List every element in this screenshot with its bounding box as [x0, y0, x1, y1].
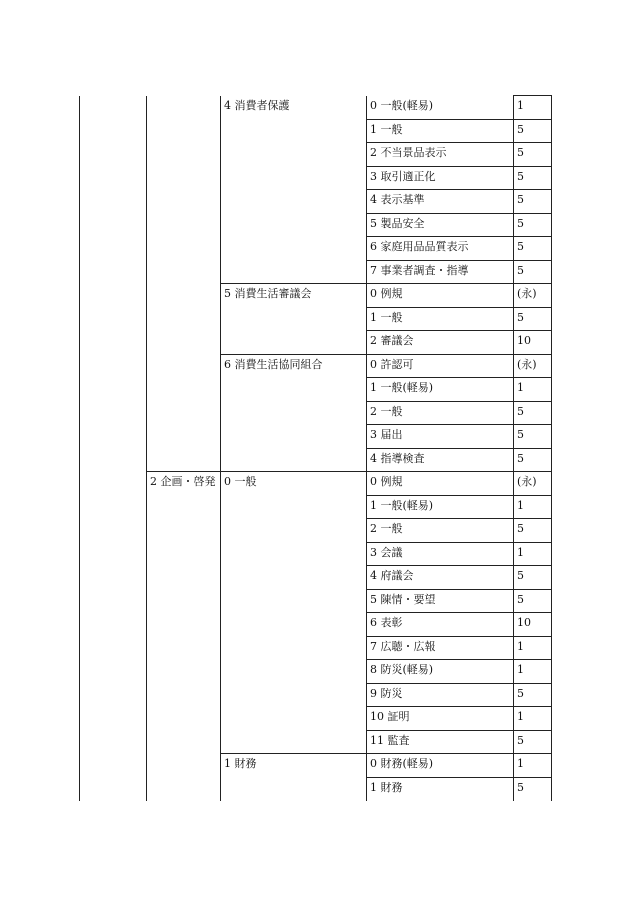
item-name: 取引適正化: [380, 169, 436, 183]
item-name: 府議会: [380, 569, 414, 582]
group-cell: [147, 754, 221, 778]
category-cell: [80, 284, 147, 308]
subgroup-cell: [221, 425, 367, 449]
group-cell: [147, 425, 221, 449]
category-cell: [80, 707, 147, 731]
item-name: 一般(軽易): [380, 381, 434, 394]
group-cell: [147, 542, 221, 566]
subgroup-cell: [221, 119, 367, 143]
item-cell: [367, 143, 514, 167]
group-cell: [147, 519, 221, 543]
category-cell: [80, 636, 147, 660]
item-cell: [367, 119, 514, 143]
retention-period-cell: 5: [514, 566, 552, 590]
group-cell: [147, 354, 221, 378]
item-name: 監査: [387, 733, 410, 747]
subgroup-cell: [221, 519, 367, 543]
item-name: 一般: [380, 122, 403, 136]
item-code: 4: [370, 193, 377, 206]
table-row: [80, 307, 552, 331]
subgroup-cell: [221, 190, 367, 214]
item-code: 0: [370, 475, 377, 488]
group-cell: [147, 143, 221, 167]
retention-period-cell: 1: [514, 378, 552, 402]
category-cell: [80, 307, 147, 331]
category-cell: [80, 519, 147, 543]
table-row: [80, 119, 552, 143]
retention-period-cell: 1: [514, 707, 552, 731]
item-code: 7: [370, 639, 377, 653]
subgroup-cell: [221, 213, 367, 237]
item-code: 1: [370, 310, 377, 324]
item-cell: [367, 566, 514, 590]
item-cell: [367, 331, 514, 355]
retention-period-cell: 5: [514, 237, 552, 261]
category-cell: [80, 566, 147, 590]
item-cell: [367, 425, 514, 449]
table-row: [80, 190, 552, 214]
item-code: 4: [370, 451, 377, 465]
table-row: [80, 566, 552, 590]
group-cell: [147, 495, 221, 519]
item-code: 9: [370, 686, 377, 700]
category-cell: [80, 213, 147, 237]
group-cell: [147, 448, 221, 472]
item-cell: [367, 354, 514, 378]
table-row: [80, 401, 552, 425]
item-code: 3: [370, 545, 377, 559]
item-name: 不当景品表示: [380, 146, 447, 159]
item-cell: [367, 237, 514, 261]
table-row: [80, 260, 552, 284]
retention-period-cell: 5: [514, 448, 552, 472]
subgroup-cell: [221, 566, 367, 590]
item-name: 家庭用品品質表示: [380, 240, 469, 253]
item-name: 一般: [380, 404, 403, 418]
table-row: [80, 472, 552, 496]
group-cell: [147, 213, 221, 237]
subgroup-cell: [221, 660, 367, 684]
table-row: [80, 284, 552, 308]
category-cell: [80, 401, 147, 425]
item-code: 2: [370, 146, 377, 159]
item-code: 11: [370, 733, 384, 747]
item-cell: [367, 213, 514, 237]
subgroup-cell: [221, 589, 367, 613]
subgroup-cell: 1 財務: [221, 754, 367, 778]
group-cell: [147, 589, 221, 613]
category-cell: [80, 190, 147, 214]
item-name: 事業者調査・指導: [380, 263, 469, 277]
item-name: 例規: [380, 475, 403, 488]
item-name: 会議: [380, 545, 403, 559]
retention-period-cell: 5: [514, 730, 552, 754]
category-cell: [80, 237, 147, 261]
item-name: 表彰: [380, 616, 403, 629]
table-row: [80, 495, 552, 519]
category-cell: [80, 425, 147, 449]
retention-period-cell: 5: [514, 143, 552, 167]
item-code: 1: [370, 122, 377, 136]
item-name: 例規: [380, 287, 403, 300]
category-cell: [80, 378, 147, 402]
retention-period-cell: 5: [514, 519, 552, 543]
table-row: [80, 237, 552, 261]
table-row: [80, 542, 552, 566]
item-name: 製品安全: [380, 216, 425, 230]
table-row: [80, 213, 552, 237]
table-row: [80, 754, 552, 778]
subgroup-cell: [221, 730, 367, 754]
item-name: 表示基準: [380, 193, 425, 206]
item-name: 届出: [380, 428, 403, 441]
retention-period-cell: 1: [514, 660, 552, 684]
subgroup-cell: [221, 307, 367, 331]
item-code: 2: [370, 404, 377, 418]
item-code: 4: [370, 569, 377, 582]
subgroup-cell: 5 消費生活審議会: [221, 284, 367, 308]
item-name: 証明: [387, 710, 410, 723]
table-row: [80, 519, 552, 543]
subgroup-cell: [221, 777, 367, 801]
retention-period-cell: 5: [514, 213, 552, 237]
item-code: 0: [370, 357, 377, 371]
group-cell: [147, 119, 221, 143]
category-cell: [80, 166, 147, 190]
category-cell: [80, 754, 147, 778]
item-code: 6: [370, 240, 377, 253]
table-row: [80, 448, 552, 472]
retention-period-cell: 5: [514, 683, 552, 707]
group-cell: [147, 636, 221, 660]
item-name: 一般: [380, 310, 403, 324]
table-row: [80, 613, 552, 637]
item-code: 2: [370, 334, 377, 347]
item-cell: [367, 613, 514, 637]
retention-period-cell: 1: [514, 495, 552, 519]
retention-period-cell: 5: [514, 190, 552, 214]
category-cell: [80, 730, 147, 754]
item-code: 7: [370, 263, 377, 277]
category-cell: [80, 613, 147, 637]
retention-period-cell: (永): [514, 284, 552, 308]
item-code: 6: [370, 616, 377, 629]
table-row: [80, 331, 552, 355]
item-cell: [367, 190, 514, 214]
subgroup-cell: [221, 401, 367, 425]
item-name: 防災(軽易): [380, 663, 434, 676]
retention-period-cell: (永): [514, 354, 552, 378]
item-cell: [367, 636, 514, 660]
item-name: 一般(軽易): [380, 98, 434, 112]
item-code: 2: [370, 522, 377, 535]
retention-schedule-table: [79, 95, 552, 801]
category-cell: [80, 331, 147, 355]
retention-period-cell: (永): [514, 472, 552, 496]
retention-period-cell: 10: [514, 331, 552, 355]
item-name: 財務(軽易): [380, 757, 434, 770]
subgroup-cell: [221, 143, 367, 167]
item-cell: [367, 495, 514, 519]
retention-period-cell: 1: [514, 636, 552, 660]
item-name: 許認可: [380, 357, 414, 371]
table-row: [80, 96, 552, 120]
table-row: [80, 354, 552, 378]
subgroup-cell: [221, 448, 367, 472]
retention-period-cell: 5: [514, 777, 552, 801]
item-cell: [367, 284, 514, 308]
retention-period-cell: 5: [514, 260, 552, 284]
group-cell: [147, 237, 221, 261]
category-cell: [80, 354, 147, 378]
group-cell: [147, 566, 221, 590]
subgroup-cell: [221, 331, 367, 355]
item-cell: [367, 96, 514, 120]
category-cell: [80, 683, 147, 707]
item-name: 審議会: [380, 334, 414, 347]
item-code: 1: [370, 381, 377, 394]
category-cell: [80, 589, 147, 613]
category-cell: [80, 777, 147, 801]
subgroup-cell: [221, 613, 367, 637]
category-cell: [80, 119, 147, 143]
table-row: [80, 707, 552, 731]
group-cell: [147, 260, 221, 284]
category-cell: [80, 495, 147, 519]
group-cell: [147, 777, 221, 801]
item-cell: [367, 754, 514, 778]
retention-period-cell: 10: [514, 613, 552, 637]
category-cell: [80, 542, 147, 566]
item-cell: [367, 683, 514, 707]
item-cell: [367, 378, 514, 402]
item-code: 3: [370, 428, 377, 441]
group-cell: [147, 378, 221, 402]
retention-period-cell: 5: [514, 307, 552, 331]
table-row: [80, 143, 552, 167]
item-cell: [367, 730, 514, 754]
group-cell: [147, 683, 221, 707]
item-code: 0: [370, 287, 377, 300]
item-cell: [367, 519, 514, 543]
table-row: [80, 777, 552, 801]
item-code: 0: [370, 757, 377, 770]
table-row: [80, 730, 552, 754]
item-code: 5: [370, 216, 377, 230]
table-row: [80, 660, 552, 684]
item-name: 指導検査: [380, 451, 425, 465]
retention-period-cell: 5: [514, 166, 552, 190]
subgroup-cell: [221, 166, 367, 190]
subgroup-cell: [221, 237, 367, 261]
item-cell: [367, 589, 514, 613]
item-cell: [367, 307, 514, 331]
subgroup-cell: [221, 683, 367, 707]
group-cell: [147, 613, 221, 637]
item-cell: [367, 542, 514, 566]
item-code: 1: [370, 780, 377, 794]
retention-period-cell: 1: [514, 542, 552, 566]
subgroup-cell: 6 消費生活協同組合: [221, 354, 367, 378]
table-row: [80, 425, 552, 449]
table-row: [80, 589, 552, 613]
item-name: 財務: [380, 780, 403, 794]
retention-period-cell: 1: [514, 754, 552, 778]
table-row: [80, 378, 552, 402]
subgroup-cell: [221, 707, 367, 731]
item-name: 広聴・広報: [380, 639, 436, 653]
group-cell: [147, 166, 221, 190]
group-cell: [147, 660, 221, 684]
item-cell: [367, 472, 514, 496]
item-cell: [367, 401, 514, 425]
item-name: 陳情・要望: [380, 592, 436, 606]
table-row: [80, 166, 552, 190]
item-cell: [367, 777, 514, 801]
table-row: [80, 636, 552, 660]
retention-period-cell: 5: [514, 401, 552, 425]
item-code: 10: [370, 710, 384, 723]
category-cell: [80, 472, 147, 496]
group-cell: [147, 707, 221, 731]
group-cell: [147, 307, 221, 331]
item-code: 0: [370, 98, 377, 112]
subgroup-cell: 4 消費者保護: [221, 96, 367, 120]
item-cell: [367, 660, 514, 684]
category-cell: [80, 260, 147, 284]
item-code: 8: [370, 663, 377, 676]
item-code: 5: [370, 592, 377, 606]
group-cell: [147, 401, 221, 425]
subgroup-cell: 0 一般: [221, 472, 367, 496]
group-cell: [147, 331, 221, 355]
item-cell: [367, 166, 514, 190]
group-cell: 2 企画・啓発: [147, 472, 221, 496]
retention-period-cell: 5: [514, 589, 552, 613]
item-code: 3: [370, 169, 377, 183]
item-cell: [367, 448, 514, 472]
subgroup-cell: [221, 636, 367, 660]
subgroup-cell: [221, 260, 367, 284]
item-name: 一般(軽易): [380, 498, 434, 512]
retention-period-cell: 5: [514, 119, 552, 143]
category-cell: [80, 660, 147, 684]
retention-period-cell: 1: [514, 96, 552, 120]
category-cell: [80, 96, 147, 120]
group-cell: [147, 730, 221, 754]
retention-period-cell: 5: [514, 425, 552, 449]
subgroup-cell: [221, 542, 367, 566]
category-cell: [80, 448, 147, 472]
item-cell: [367, 260, 514, 284]
category-cell: [80, 143, 147, 167]
item-cell: [367, 707, 514, 731]
item-name: 一般: [380, 522, 403, 535]
subgroup-cell: [221, 378, 367, 402]
group-cell: [147, 190, 221, 214]
group-cell: [147, 96, 221, 120]
table-row: [80, 683, 552, 707]
item-name: 防災: [380, 686, 403, 700]
group-cell: [147, 284, 221, 308]
item-code: 1: [370, 498, 377, 512]
subgroup-cell: [221, 495, 367, 519]
